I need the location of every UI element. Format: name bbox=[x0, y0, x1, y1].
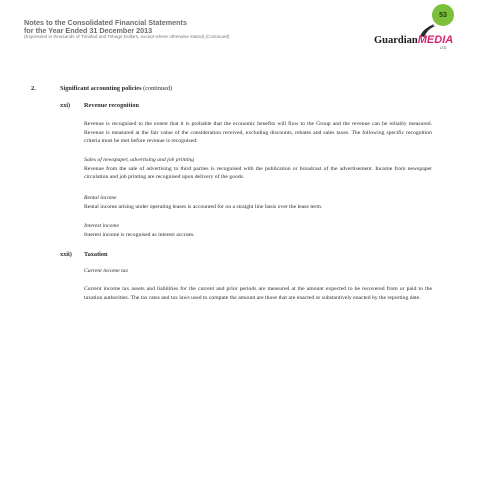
taxation-numeral: xxii) bbox=[60, 251, 72, 258]
guardian-media-logo bbox=[374, 24, 456, 52]
revenue-item-text: Interest income is recognised as interest accrues. bbox=[84, 231, 195, 238]
header-period: for the Year Ended 31 December 2013 bbox=[24, 25, 153, 35]
revenue-item-title: Sales of newspaper, advertising and job printing bbox=[84, 157, 195, 163]
logo-text-ltd: LTD bbox=[440, 46, 447, 50]
taxation-body bbox=[84, 285, 432, 302]
page-header bbox=[24, 19, 229, 40]
logo-text-media: MEDIA bbox=[417, 34, 454, 46]
section-number: 2. bbox=[31, 85, 36, 92]
taxation-heading: Taxation bbox=[84, 251, 108, 258]
taxation-text: Current income tax assets and liabilities for the current and prior periods are measured at the amount expected to be recovered from or paid to the taxation authorities. The tax rates and tax laws used to compute the amount are those that are enacted or substantively enacted by the reporting date. bbox=[84, 286, 432, 301]
revenue-intro-text: Revenue is recognised to the extent that it is probable that the economic benefits will flow to the Group and the revenue can be reliably measured. Revenue is measured at the fair value of the consideration received, excluding discounts, rebates and sales taxes. The following specific recognition criteria must be met before revenue is recognised: bbox=[84, 121, 432, 145]
header-note: (Expressed in thousands of Trinidad and Tobago Dollars, except where otherwise stated) (Continued) bbox=[24, 34, 230, 40]
section-title-suffix: (continued) bbox=[143, 85, 173, 92]
section-title-main: Significant accounting policies bbox=[60, 85, 142, 92]
revenue-item-title: Rental income bbox=[84, 195, 117, 201]
revenue-numeral: xxi) bbox=[60, 102, 71, 109]
revenue-item-text: Revenue from the sale of advertising to third parties is recognised with the publication or broadcast of the advertisement. Income from newspaper circulation and job printing are recognised upon delivery of the goods. bbox=[84, 165, 432, 181]
revenue-item-rental bbox=[84, 194, 432, 211]
header-title: Notes to the Consolidated Financial Statements bbox=[24, 18, 187, 27]
revenue-item-title: Interest income bbox=[84, 223, 120, 229]
section-title bbox=[60, 85, 172, 92]
logo-text-guardian: Guardian bbox=[374, 35, 418, 46]
revenue-intro bbox=[84, 120, 432, 146]
taxation-subheading-block bbox=[84, 267, 432, 276]
logo-wordmark bbox=[374, 34, 453, 46]
page-number-badge: 53 bbox=[432, 4, 454, 26]
taxation-subheading: Current income tax bbox=[84, 268, 129, 274]
revenue-item-interest bbox=[84, 222, 432, 239]
revenue-item-sales bbox=[84, 156, 432, 182]
revenue-heading: Revenue recognition bbox=[84, 102, 139, 109]
revenue-item-text: Rental income arising under operating leases is accounted for on a straight line basis over the lease term. bbox=[84, 203, 323, 210]
